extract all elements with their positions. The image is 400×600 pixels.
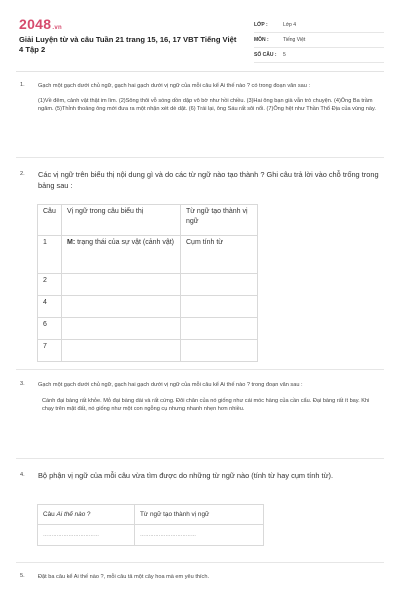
logo-suffix: .vn — [52, 25, 62, 31]
question-2 — [20, 169, 382, 191]
page-title: Giải Luyện từ và câu Tuần 21 trang 15, 16, 17 VBT Tiếng Việt 4 Tập 2 — [19, 35, 237, 54]
table-header-row — [38, 205, 258, 236]
meta-row-class — [254, 18, 384, 33]
table-cell[interactable] — [181, 274, 258, 296]
header-suffix: ? — [85, 511, 91, 518]
question-3 — [20, 381, 382, 414]
question-1 — [20, 82, 382, 114]
table-header: Vị ngữ trong câu biểu thị — [62, 205, 181, 236]
table-cell[interactable] — [62, 296, 181, 318]
table-cell[interactable] — [181, 296, 258, 318]
table-cell[interactable] — [62, 318, 181, 340]
header-prefix: Câu — [43, 511, 57, 518]
table-cell: 4 — [38, 296, 62, 318]
table-row — [38, 274, 258, 296]
cell-text: trạng thái của sự vật (cảnh vật) — [75, 239, 175, 246]
example-marker: M: — [67, 239, 76, 246]
table-cell[interactable] — [62, 274, 181, 296]
meta-row-subject — [254, 33, 384, 48]
table-cell[interactable] — [181, 318, 258, 340]
table-cell: 1 — [38, 236, 62, 274]
divider — [16, 458, 384, 459]
divider — [16, 369, 384, 370]
answer-blank[interactable] — [38, 525, 135, 546]
meta-info — [254, 18, 384, 63]
question-text: Gạch một gạch dưới chủ ngữ, gạch hai gạch dưới vị ngữ của mỗi câu kể Ai thế nào ? trong đoạn văn sau : — [38, 382, 303, 388]
answer-blank[interactable] — [135, 525, 264, 546]
header-divider — [16, 71, 384, 72]
table-row — [38, 236, 258, 274]
meta-value: 5 — [283, 52, 286, 58]
table-header: Từ ngữ tạo thành vị ngữ — [135, 505, 264, 525]
table-cell[interactable] — [62, 236, 181, 274]
table-header: Câu — [38, 205, 62, 236]
question-number: 4. — [20, 472, 25, 478]
question-number: 5. — [20, 573, 25, 579]
table-row — [38, 296, 258, 318]
question-text: Gạch một gạch dưới chủ ngữ, gạch hai gạch dưới vị ngữ của mỗi câu kể Ai thế nào ? có trong đoạn văn sau : — [38, 83, 311, 89]
answer-table-q2 — [37, 204, 258, 362]
question-passage: (1)Về đêm, cảnh vật thật im lìm. (2)Sông thôi vỗ sóng dồn dập vô bờ như hồi chiều. (3)Hai ông bạn già vẫn trò chuyện. (4)Ông Ba trầm ngâm. (5)Thỉnh thoảng ông mới đưa ra một nhận xét dè dặt. (6) Trái lại, ông Sáu rất sôi nổi. (7)Ông hệt như Thần Thổ Địa của vùng này. — [38, 97, 376, 113]
question-number: 2. — [20, 171, 25, 177]
table-row — [38, 525, 264, 546]
question-4 — [20, 470, 382, 481]
meta-row-count — [254, 48, 384, 63]
question-text: Bộ phận vị ngữ của mỗi câu vừa tìm được do những từ ngữ nào (tính từ hay cụm tính từ). — [38, 471, 334, 480]
table-cell[interactable] — [62, 340, 181, 362]
table-cell: 6 — [38, 318, 62, 340]
meta-key: LỚP : — [254, 22, 268, 28]
question-number: 3. — [20, 381, 25, 387]
divider — [16, 157, 384, 158]
header-italic: Ai thế nào — [56, 511, 86, 518]
question-text: Các vị ngữ trên biểu thị nội dung gì và do các từ ngữ nào tạo thành ? Ghi câu trả lời vào chỗ trống trong bảng sau : — [38, 170, 379, 190]
site-logo[interactable] — [19, 16, 62, 32]
table-row — [38, 318, 258, 340]
question-number: 1. — [20, 82, 25, 88]
meta-key: MÔN : — [254, 37, 269, 43]
answer-table-q4 — [37, 504, 264, 546]
question-5 — [20, 573, 382, 582]
meta-key: SỐ CÂU : — [254, 52, 277, 58]
table-cell[interactable]: Cụm tính từ — [181, 236, 258, 274]
divider — [16, 562, 384, 563]
logo-text: 2048 — [19, 16, 52, 32]
table-header-row — [38, 505, 264, 525]
table-row — [38, 340, 258, 362]
meta-value: Lớp 4 — [283, 22, 297, 28]
question-text: Đặt ba câu kể Ai thế nào ?, mỗi câu tả một cây hoa mà em yêu thích. — [38, 574, 210, 580]
question-passage: Cánh đại bàng rất khỏe. Mỏ đại bàng dài và rất cứng. Đôi chân của nó giống như cái móc hàng của cần cẩu. Đại bàng rất ít bay. Khi chạy trên mặt đất, nó giống như một con ngỗng cụ nhưng nhanh nhẹn hơn nhiều. — [42, 397, 370, 413]
table-cell[interactable] — [181, 340, 258, 362]
dotted-line: …………………………… — [140, 532, 197, 538]
dotted-line: …………………………… — [43, 532, 100, 538]
meta-value: Tiếng Việt — [283, 37, 306, 43]
table-cell: 2 — [38, 274, 62, 296]
table-header — [38, 505, 135, 525]
table-cell: 7 — [38, 340, 62, 362]
table-header: Từ ngữ tạo thành vị ngữ — [181, 205, 258, 236]
